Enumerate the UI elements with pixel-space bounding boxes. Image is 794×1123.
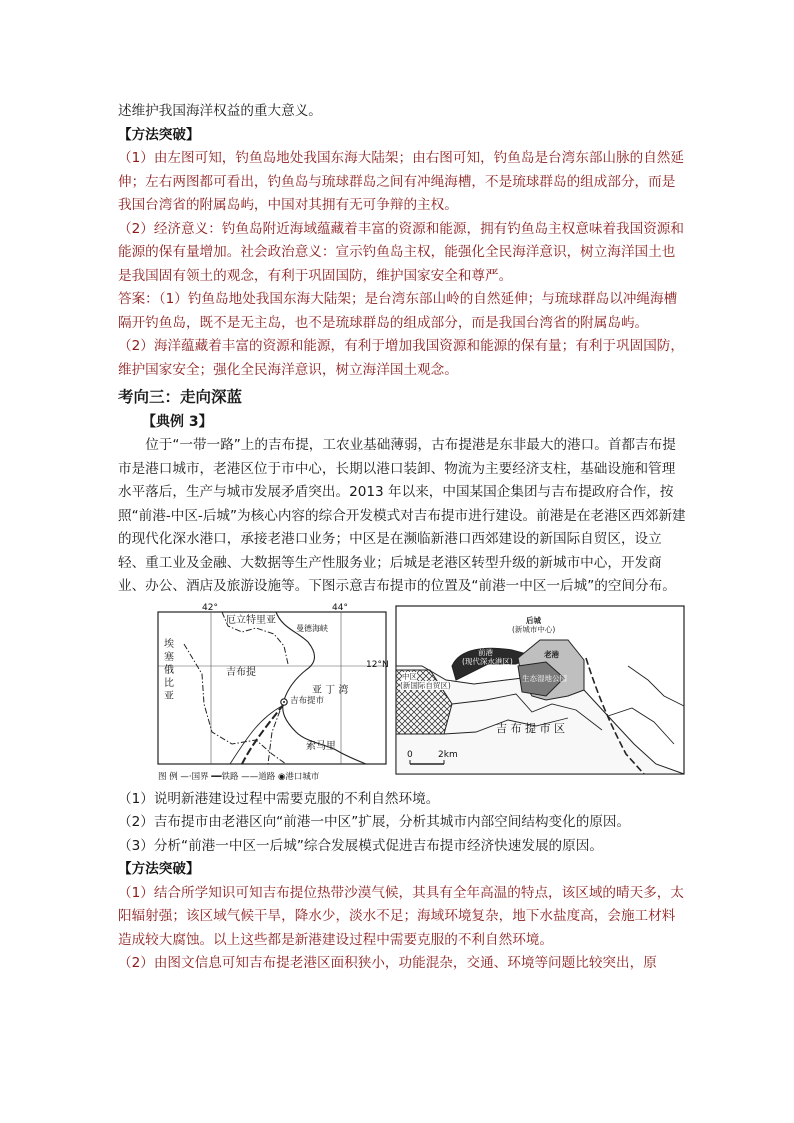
method-heading-2: 【方法突破】 [118, 861, 200, 877]
label-zhongqu: 中区 [402, 671, 417, 681]
label-qiangang-sub: (现代深水港区) [462, 656, 513, 666]
label-lon-42: 42° [202, 602, 218, 613]
label-djibouti-city: 吉布提市 [290, 695, 325, 706]
label-bab-strait: 曼德海峡 [296, 623, 328, 633]
method-paragraph-2: （2）由图文信息可知吉布提老港区面积狭小，功能混杂，交通、环境等问题比较突出，原 [118, 955, 657, 971]
label-djibouti: 吉布提 [226, 666, 256, 678]
example-intro-paragraph: 位于“一带一路”上的吉布提，工农业基础薄弱，古布提港是东非最大的港口。首都吉布提市是港口城市，老港区位于市中心，长期以港口装卸、物流为主要经济支柱，基础设施和管理水平落后，生产与城市发展矛盾突出。2013 年以来，中国某国企集团与吉布提政府合作，按照“前港-中区-后城”为核心内容的综合开发模式对吉布提市进行建设。前港是在老港区西郊新建的现代化深水港口，承接老港口业务；中区是在濒临新港口西郊建设的新国际自贸区，设立轻、重工业及金融、大数据等生产性服务业；后城是老港区转型升级的新城市中心，开发商业、办公、酒店及旅游设施等。下图示意吉布提市的位置及“前港一中区一后城”的空间分布。 [118, 437, 686, 594]
label-eritrea: 厄立特里亚 [226, 614, 276, 626]
label-ethiopia: 埃塞俄比亚 [164, 638, 174, 702]
label-zhongqu-sub: (新国际自贸区) [400, 680, 451, 690]
document-page [118, 100, 688, 976]
method-heading-1: 【方法突破】 [118, 126, 200, 143]
question-1: （1）说明新港建设过程中需要克服的不利自然环境。 [118, 790, 440, 807]
label-lat-12n: 12°N [366, 659, 389, 670]
answer-paragraph-1: 答案：（1）钓鱼岛地处我国东海大陆架；是台湾东部山岭的自然延伸；与琉球群岛以冲绳海槽隔开钓鱼岛，既不是无主岛，也不是琉球群岛的组成部分，而是我国台湾省的附属岛屿。 [118, 291, 678, 331]
question-3: （3）分析“前港一中区一后城”综合发展模式促进吉布提市经济快速发展的原因。 [118, 837, 603, 854]
label-oldport: 老港 [544, 649, 559, 659]
analysis-paragraph-1: （1）由左图可知，钓鱼岛地处我国东海大陆架；由右图可知，钓鱼岛是台湾东部山脉的自然延伸；左右两图都可看出，钓鱼岛与琉球群岛之间有冲绳海槽，不是琉球群岛的组成部分，而是我国台湾省的附属岛屿，中国对其拥有无可争辩的主权。 [118, 150, 684, 213]
question-2: （2）吉布提市由老港区向“前港一中区”扩展，分析其城市内部空间结构变化的原因。 [118, 814, 631, 830]
label-somalia: 索马里 [306, 740, 336, 752]
analysis-paragraph-2: （2）经济意义：钓鱼岛附近海域蕴藏着丰富的资源和能源，拥有钓鱼岛主权意味着我国资源和能源的保有量增加。社会政治意义：宣示钓鱼岛主权，能强化全民海洋意识，树立海洋国土也是我国固有领土的观念，有利于巩固国防，维护国家安全和尊严。 [118, 220, 684, 284]
label-gulf-aden: 亚 丁 湾 [312, 684, 349, 696]
map-graphic [156, 604, 686, 782]
label-lon-44: 44° [332, 602, 348, 613]
answer-paragraph-2: （2）海洋蕴藏着丰富的资源和能源，有利于增加我国资源和能源的保有量；有利于巩固国防，维护国家安全；强化全民海洋意识，树立海洋国土观念。 [118, 338, 684, 378]
method-paragraph-1: （1）结合所学知识可知吉布提位热带沙漠气候，其具有全年高温的特点，该区域的晴天多，太阳辐射强；该区域气候干旱，降水少，淡水不足；海域环境复杂，地下水盐度高，会施工材料造成较大腐蚀。以上这些都是新港建设过程中需要克服的不利自然环境。 [118, 884, 684, 948]
label-qiangang: 前港 [478, 647, 493, 657]
text-line-continuation: 述维护我国海洋权益的重大意义。 [118, 103, 322, 119]
label-houcheng-sub: (新城市中心) [512, 624, 556, 634]
label-city-area: 吉 布 提 市 区 [496, 721, 565, 735]
left-map-frame [158, 612, 386, 764]
label-scale-zero: 0 [407, 749, 413, 760]
djibouti-map-figure [156, 604, 686, 782]
section-heading: 考向三：走向深蓝 [118, 388, 243, 406]
map-legend: 图 例 —·国界 ━━铁路 ——道路 ◉港口城市 [158, 771, 320, 782]
label-scale-km: 2km [438, 749, 458, 760]
label-wetland-park: 生态湿地公园 [522, 673, 567, 683]
example-heading: 【典例 3】 [142, 414, 213, 430]
label-houcheng: 后城 [526, 615, 541, 625]
